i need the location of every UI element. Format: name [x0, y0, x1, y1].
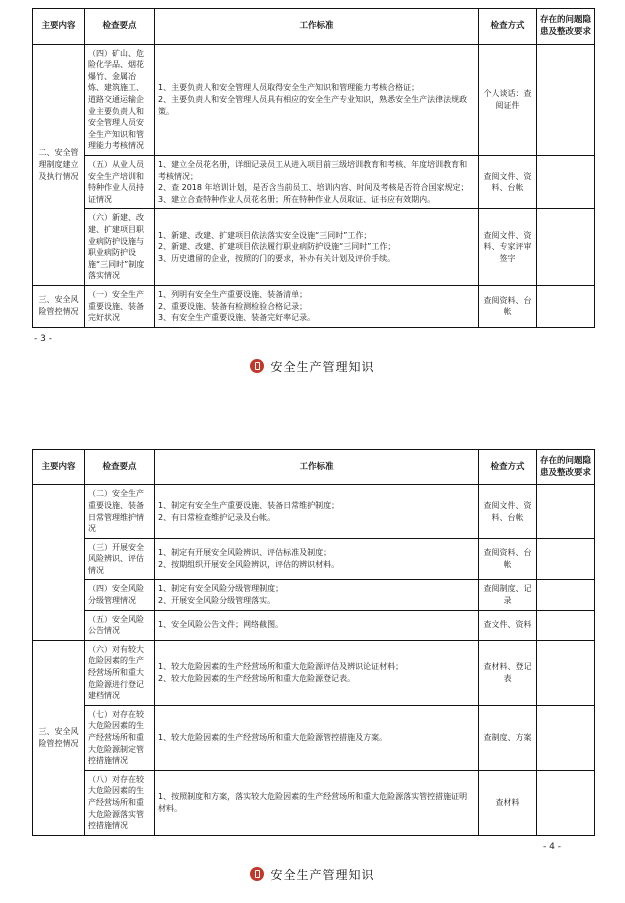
standard-line: 1、主要负责人和安全管理人员取得安全生产知识和管理能力考核合格证； — [158, 83, 420, 93]
column-header-issues: 存在的问题隐患及整改要求 — [537, 9, 595, 45]
cell-check-point: （三）开展安全风险辨识、评估情况 — [85, 538, 155, 580]
column-header-main-content: 主要内容 — [33, 449, 85, 485]
column-header-check-point: 检查要点 — [85, 449, 155, 485]
cell-check-method: 查阅文件、资料、台帐 — [479, 155, 537, 208]
cell-issues — [537, 705, 595, 770]
standard-line: 1、建立全员花名册，详细记录员工从进入项目前三级培训教育和考核、年度培训教育和考核情况； — [158, 159, 468, 181]
standard-line: 1、较大危险因素的生产经营场所和重大危险源评估及辨识论证材料； — [158, 662, 404, 672]
table-header-row — [33, 449, 595, 485]
cell-main-content — [33, 640, 85, 835]
cell-work-standard — [155, 44, 479, 155]
table-row — [33, 538, 595, 580]
cell-main-content — [33, 285, 85, 327]
cell-check-method: 查阅资料、台帐 — [479, 285, 537, 327]
column-header-work-standard: 工作标准 — [155, 9, 479, 45]
cell-check-method: 个人谈话：查阅证件 — [479, 44, 537, 155]
cell-work-standard — [155, 705, 479, 770]
cell-issues — [537, 610, 595, 640]
standard-line: 2、查 2018 年培训计划，是否含当前员工、培训内容、时间及考核是否符合国家规定； — [158, 183, 469, 193]
cell-issues — [537, 640, 595, 705]
watermark-text: 安全生产管理知识 — [270, 359, 375, 374]
cell-check-point: （四）矿山、危险化学品、烟花爆竹、金属冶炼、建筑施工、道路交通运输企业主要负责人和安全管理人员安全生产知识和管理能力考核情况 — [85, 44, 155, 155]
column-header-check-method: 检查方式 — [479, 449, 537, 485]
standard-line: 1、制定有安全风险分级管理制度； — [158, 584, 284, 594]
cell-work-standard — [155, 610, 479, 640]
table-header-row — [33, 9, 595, 45]
cell-check-point: （五）从业人员安全生产培训和特种作业人员持证情况 — [85, 155, 155, 208]
cell-check-point: （二）安全生产重要设施、装备日常管理维护情况 — [85, 485, 155, 538]
cell-work-standard — [155, 485, 479, 538]
standard-line: 2、较大危险因素的生产经营场所和重大危险源登记表。 — [158, 673, 356, 683]
main-content-text: 二、安全管理制度建立及执行情况 — [38, 147, 79, 181]
standard-line: 3、有安全生产重要设施、装备完好率记录。 — [158, 313, 316, 323]
table-row — [33, 580, 595, 610]
column-header-check-point: 检查要点 — [85, 9, 155, 45]
document-page-1 — [0, 0, 625, 385]
cell-work-standard — [155, 770, 479, 835]
cell-issues — [537, 44, 595, 155]
watermark-text: 安全生产管理知识 — [270, 867, 375, 882]
watermark-1 — [0, 344, 625, 385]
cell-main-content — [33, 485, 85, 641]
cell-check-method: 查阅制度、记录 — [479, 580, 537, 610]
column-header-check-method: 检查方式 — [479, 9, 537, 45]
cell-check-method: 查材料、登记表 — [479, 640, 537, 705]
standard-line: 1、按照制度和方案，落实较大危险因素的生产经营场所和重大危险源落实管控措施证明材料。 — [158, 792, 468, 813]
cell-check-method: 查阅文件、资料、台帐 — [479, 485, 537, 538]
main-content-text: 三、安全风险管控情况 — [38, 726, 79, 748]
table-row — [33, 44, 595, 155]
main-content-text: 三、安全风险管控情况 — [38, 295, 79, 317]
cell-check-method: 查制度、方案 — [479, 705, 537, 770]
table-row — [33, 209, 595, 286]
watermark-2 — [0, 852, 625, 893]
cell-check-point: （八）对存在较大危险因素的生产经营场所和重大危险源落实管控措施情况 — [85, 770, 155, 835]
cell-issues — [537, 485, 595, 538]
cell-issues — [537, 285, 595, 327]
cell-work-standard — [155, 538, 479, 580]
cell-check-point: （五）安全风险公告情况 — [85, 610, 155, 640]
cell-issues — [537, 538, 595, 580]
standard-line: 1、安全风险公告文件；网络截图。 — [158, 620, 284, 630]
standard-line: 2、有日常检查维护记录及台帐。 — [158, 512, 276, 522]
table-row — [33, 770, 595, 835]
page-number-1: - 3 - — [34, 333, 52, 344]
standard-line: 1、制定有安全生产重要设施、装备日常维护制度； — [158, 500, 340, 510]
cell-check-method: 查阅文件、资料、专家评审签字 — [479, 209, 537, 286]
table-row — [33, 155, 595, 208]
standard-line: 2、开展安全风险分级管理落实。 — [158, 596, 276, 606]
cell-work-standard — [155, 640, 479, 705]
cell-issues — [537, 580, 595, 610]
book-logo-icon — [250, 867, 264, 881]
cell-check-point: （七）对存在较大危险因素的生产经营场所和重大危险源制定管控措施情况 — [85, 705, 155, 770]
table-row — [33, 485, 595, 538]
standard-line: 3、历史遗留的企业，按照的门的要求，补办有关计划及评价手续。 — [158, 253, 396, 263]
document-page-2 — [0, 441, 625, 903]
table-row — [33, 640, 595, 705]
cell-issues — [537, 155, 595, 208]
page-2-sheet — [0, 441, 625, 852]
standard-line: 1、列明有安全生产重要设施、装备清单； — [158, 289, 308, 299]
table-row — [33, 610, 595, 640]
inspection-table-page-2 — [32, 449, 595, 836]
cell-issues — [537, 770, 595, 835]
standard-line: 2、按期组织开展安全风险辨识，评估的辨识材料。 — [158, 560, 340, 570]
cell-main-content — [33, 44, 85, 285]
cell-check-method: 查阅资料、台帐 — [479, 538, 537, 580]
standard-line: 1、较大危险因素的生产经营场所和重大危险源管控措施及方案。 — [158, 733, 388, 742]
page-1-sheet — [0, 0, 625, 344]
standard-line: 1、新建、改建、扩建项目依法落实安全设施“三同时”工作； — [158, 230, 372, 240]
cell-work-standard — [155, 155, 479, 208]
table-row — [33, 705, 595, 770]
page-number-2: - 4 - — [543, 841, 561, 852]
cell-work-standard — [155, 209, 479, 286]
column-header-issues: 存在的问题隐患及整改要求 — [537, 449, 595, 485]
cell-check-method: 查材料 — [479, 770, 537, 835]
cell-check-point: （一）安全生产重要设施、装备完好状况 — [85, 285, 155, 327]
bottom-space — [0, 893, 625, 903]
cell-work-standard — [155, 580, 479, 610]
standard-line: 2、主要负责人和安全管理人员具有相应的安全生产专业知识，熟悉安全生产法律法规政策。 — [158, 95, 468, 116]
table-row — [33, 285, 595, 327]
cell-check-method: 查文件、资料 — [479, 610, 537, 640]
standard-line: 1、制定有开展安全风险辨识、评估标准及制度； — [158, 548, 332, 558]
page-break-gap — [0, 385, 625, 441]
standard-line: 2、新建、改建、扩建项目依法履行职业病防护设施“三同时”工作； — [158, 242, 396, 252]
inspection-table-page-1 — [32, 8, 595, 328]
standard-line: 2、重要设施、装备有检测检验合格记录； — [158, 301, 308, 311]
cell-work-standard — [155, 285, 479, 327]
column-header-work-standard: 工作标准 — [155, 449, 479, 485]
cell-check-point: （六）对有较大危险因素的生产经营场所和重大危险源进行登记建档情况 — [85, 640, 155, 705]
cell-issues — [537, 209, 595, 286]
cell-check-point: （六）新建、改建、扩建项目职业病防护设施与职业病防护设施“三同时”制度落实情况 — [85, 209, 155, 286]
standard-line: 3、建立合查特种作业人员花名册；所在特种作业人员取证、证书应有效期内。 — [158, 194, 436, 204]
book-logo-icon — [250, 359, 264, 373]
column-header-main-content: 主要内容 — [33, 9, 85, 45]
cell-check-point: （四）安全风险分级管理情况 — [85, 580, 155, 610]
